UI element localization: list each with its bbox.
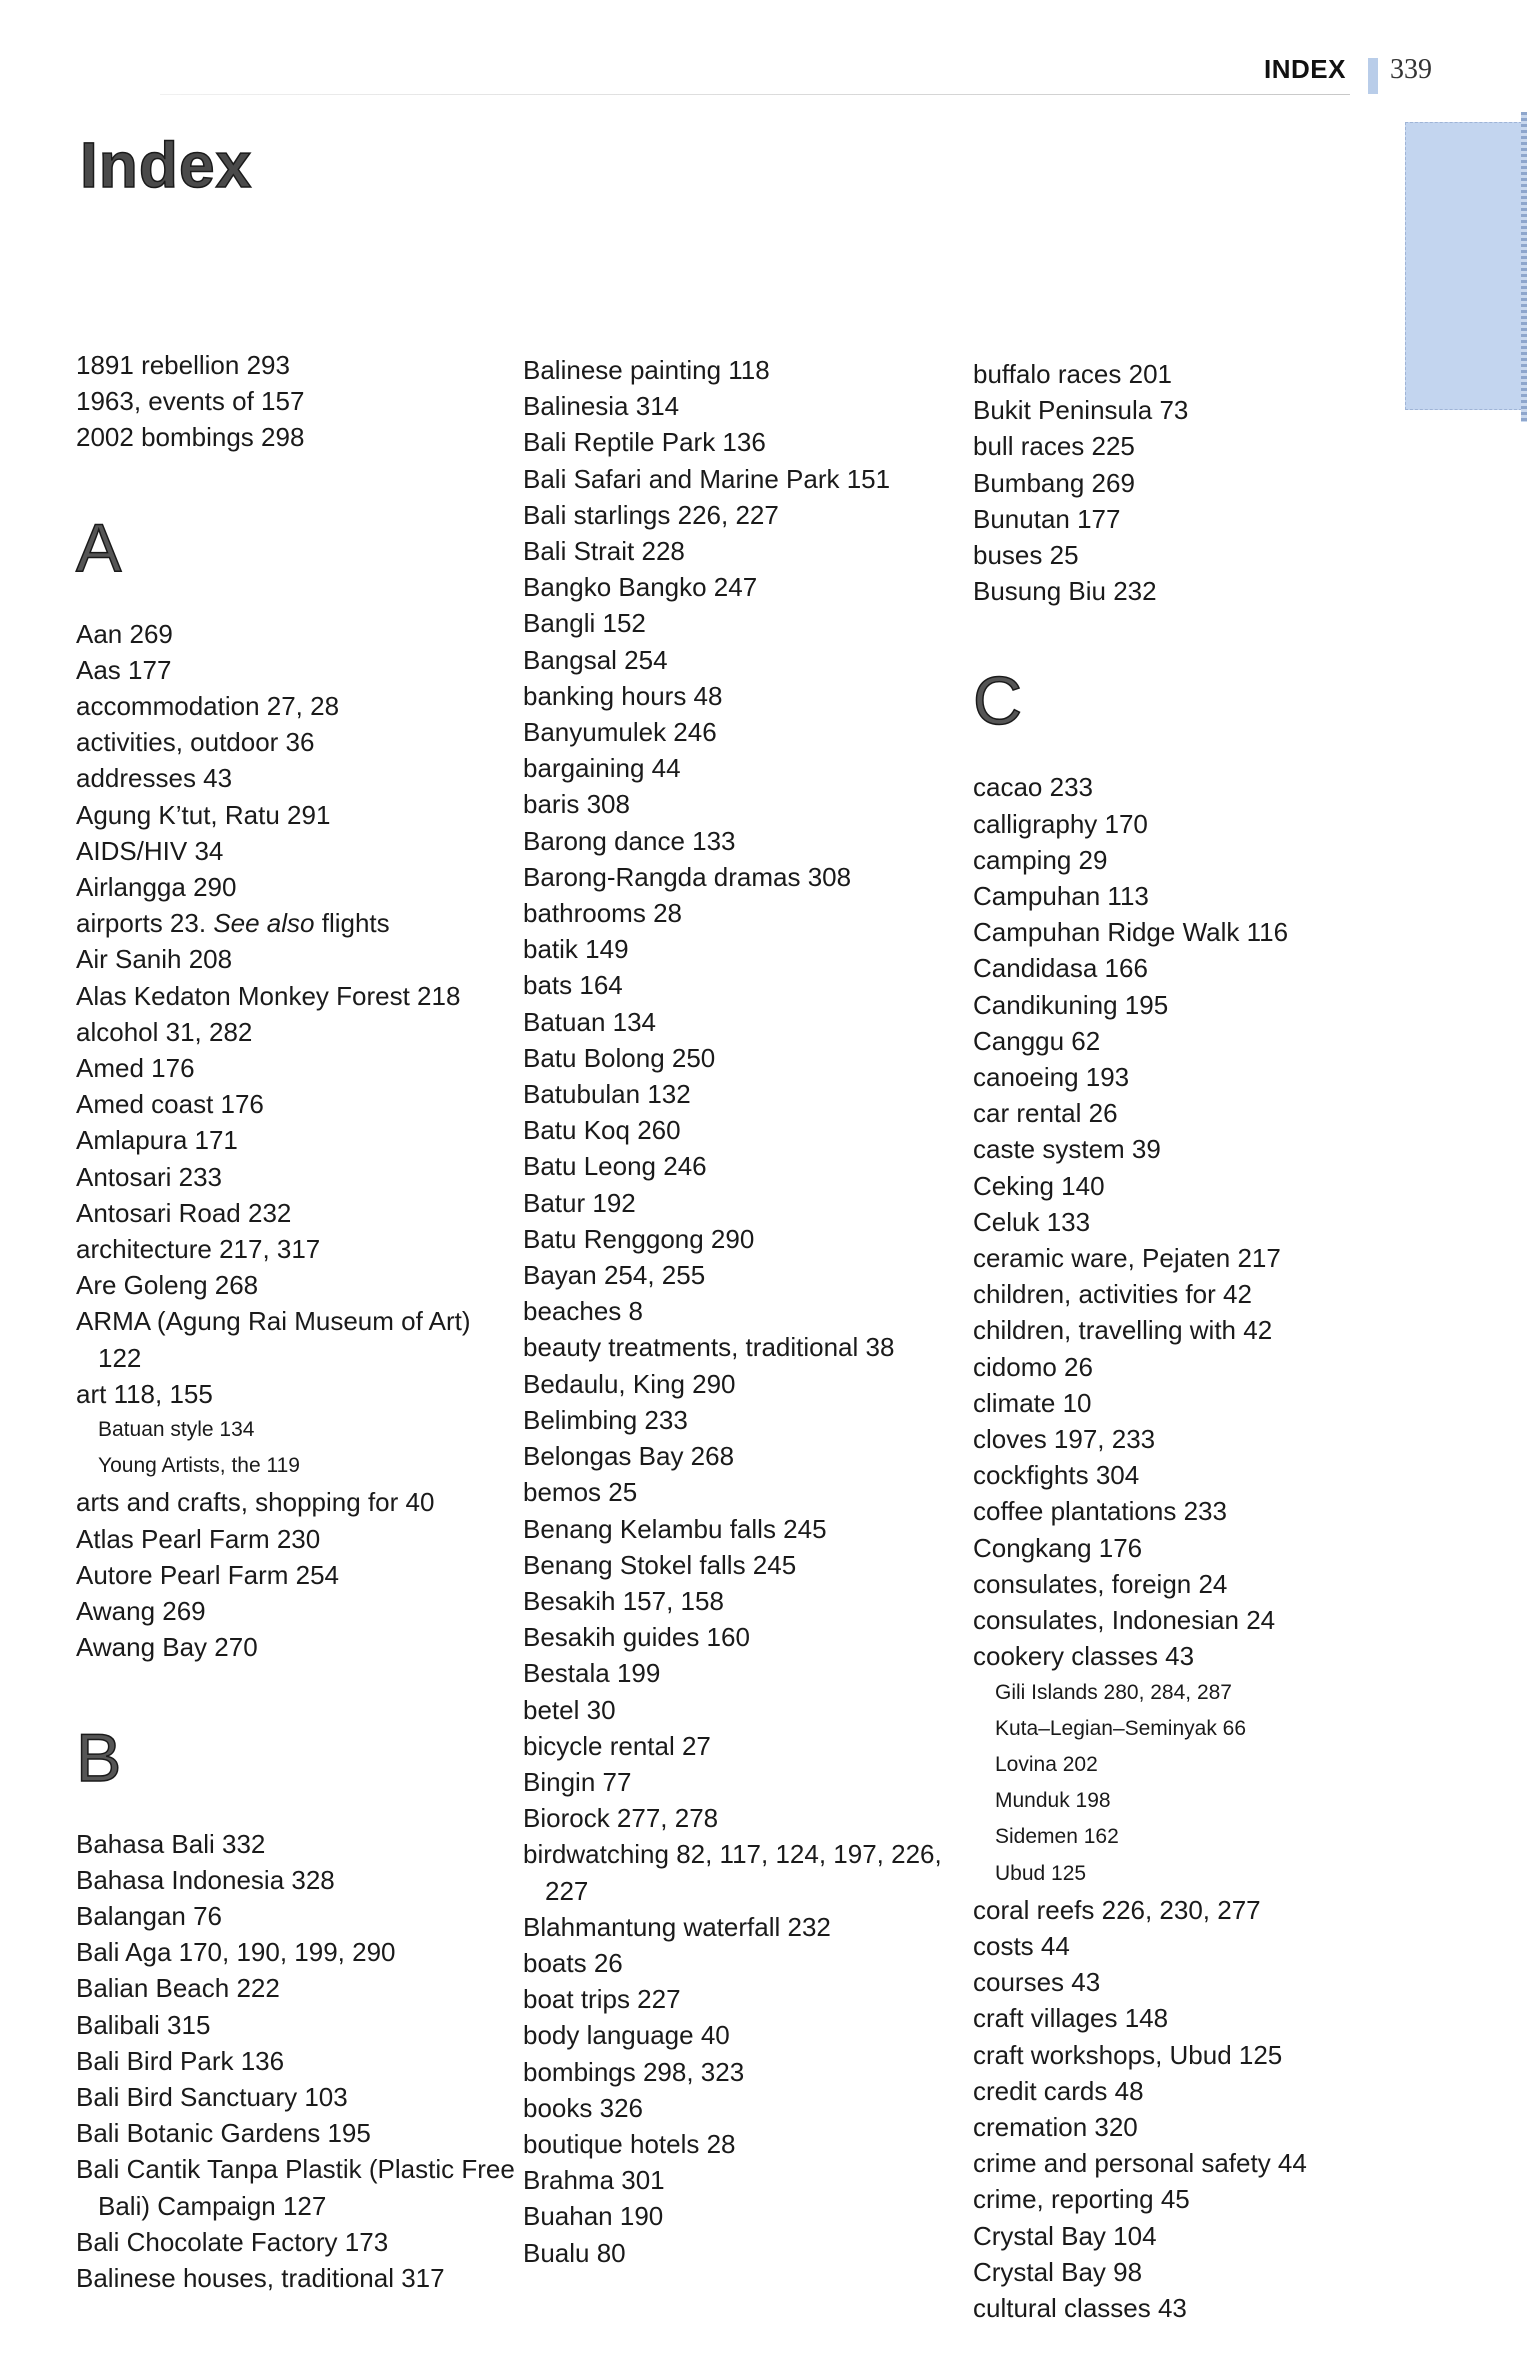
index-entry: Barong-Rangda dramas 308 [523, 861, 852, 892]
index-entry: bats 164 [523, 970, 623, 1001]
index-entry: coffee plantations 233 [973, 1496, 1227, 1527]
index-entry: beauty treatments, traditional 38 [523, 1332, 895, 1363]
index-entry: cloves 197, 233 [973, 1424, 1156, 1455]
index-entry: Bali Bird Sanctuary 103 [76, 2081, 348, 2112]
index-entry: Bali Safari and Marine Park 151 [523, 463, 891, 494]
index-entry: Bangko Bangko 247 [523, 572, 758, 603]
index-entry: Balian Beach 222 [76, 1973, 280, 2004]
index-entry: Bali Cantik Tanpa Plastik (Plastic Free Bali) Campaign 127 [76, 2154, 515, 2221]
index-entry: Alas Kedaton Monkey Forest 218 [76, 980, 461, 1011]
index-entry: boutique hotels 28 [523, 2128, 736, 2159]
index-entry: Amlapura 171 [76, 1125, 238, 1156]
index-entry: Bedaulu, King 290 [523, 1368, 736, 1399]
index-entry: Bali Chocolate Factory 173 [76, 2226, 389, 2257]
index-entry: buses 25 [973, 540, 1079, 571]
index-entry: Besakih 157, 158 [523, 1585, 724, 1616]
index-entry: Benang Stokel falls 245 [523, 1549, 797, 1580]
index-column-2 [523, 352, 963, 2271]
index-entry: birdwatching 82, 117, 124, 197, 226, 227 [523, 1839, 942, 1906]
index-subentry: Gili Islands 280, 284, 287 [995, 1680, 1232, 1704]
index-entry: Bualu 80 [523, 2237, 626, 2268]
index-entry: banking hours 48 [523, 680, 723, 711]
running-header-label: INDEX [1264, 54, 1346, 84]
index-entry: children, activities for 42 [973, 1279, 1252, 1310]
index-entry: consulates, foreign 24 [973, 1568, 1228, 1599]
index-entry: Bali Botanic Gardens 195 [76, 2118, 371, 2149]
index-column-1 [76, 347, 516, 2296]
index-entry: activities, outdoor 36 [76, 727, 315, 758]
index-entry: bicycle rental 27 [523, 1730, 711, 1761]
index-entry: Are Goleng 268 [76, 1270, 259, 1301]
thumb-index-tab [1405, 122, 1522, 410]
index-entry: Bingin 77 [523, 1766, 632, 1797]
index-entry: Balangan 76 [76, 1900, 223, 1931]
page-number: 339 [1390, 54, 1432, 85]
index-entry: Bangsal 254 [523, 644, 668, 675]
index-subentry: Batuan style 134 [98, 1418, 255, 1442]
index-entry: car rental 26 [973, 1098, 1118, 1129]
index-entry: Batuan 134 [523, 1006, 657, 1037]
index-entry: Balibali 315 [76, 2009, 211, 2040]
index-entry [76, 905, 516, 941]
index-subentry: Young Artists, the 119 [98, 1454, 300, 1478]
index-entry: Brahma 301 [523, 2165, 665, 2196]
index-entry: Aas 177 [76, 654, 172, 685]
index-entry: Blahmantung waterfall 232 [523, 1911, 831, 1942]
index-entry: craft villages 148 [973, 2003, 1169, 2034]
index-entry: bargaining 44 [523, 753, 681, 784]
index-entry: Bali Aga 170, 190, 199, 290 [76, 1937, 396, 1968]
index-entry: AIDS/HIV 34 [76, 835, 224, 866]
index-entry: Batur 192 [523, 1187, 636, 1218]
index-entry: Amed 176 [76, 1053, 195, 1084]
index-entry: Batu Renggong 290 [523, 1223, 755, 1254]
index-entry: crime and personal safety 44 [973, 2148, 1307, 2179]
index-entry: Bunutan 177 [973, 503, 1121, 534]
index-entry: Bali Reptile Park 136 [523, 427, 766, 458]
index-entry: boats 26 [523, 1947, 623, 1978]
index-entry: Antosari Road 232 [76, 1197, 292, 1228]
index-entry: Air Sanih 208 [76, 944, 233, 975]
index-entry: baris 308 [523, 789, 630, 820]
index-entry: architecture 217, 317 [76, 1234, 321, 1265]
index-entry: Buahan 190 [523, 2201, 664, 2232]
index-entry: ARMA (Agung Rai Museum of Art) 122 [76, 1306, 471, 1373]
index-entry: Banyumulek 246 [523, 717, 717, 748]
index-entry: cremation 320 [973, 2111, 1138, 2142]
index-entry: Biorock 277, 278 [523, 1803, 719, 1834]
index-entry: Congkang 176 [973, 1532, 1143, 1563]
index-entry: credit cards 48 [973, 2075, 1144, 2106]
index-entry: Bahasa Bali 332 [76, 1828, 266, 1859]
index-entry: Campuhan Ridge Walk 116 [973, 917, 1289, 948]
index-entry: boat trips 227 [523, 1984, 681, 2015]
index-entry: 1891 rebellion 293 [76, 350, 290, 380]
index-entry: canoeing 193 [973, 1062, 1130, 1093]
index-entry: cookery classes 43 [973, 1641, 1195, 1672]
index-entry: Crystal Bay 104 [973, 2220, 1157, 2251]
index-subentry: Sidemen 162 [995, 1825, 1119, 1849]
index-entry: bombings 298, 323 [523, 2056, 745, 2087]
index-subentry: Munduk 198 [995, 1789, 1111, 1813]
page-title: Index [80, 129, 253, 201]
letter-heading: A [76, 509, 122, 586]
index-entry: ceramic ware, Pejaten 217 [973, 1243, 1281, 1274]
index-entry: beaches 8 [523, 1296, 643, 1327]
page-edge [1521, 112, 1527, 422]
header-rule [160, 94, 1350, 95]
index-entry: Crystal Bay 98 [973, 2256, 1143, 2287]
index-entry: Amed coast 176 [76, 1089, 264, 1120]
index-entry: accommodation 27, 28 [76, 691, 340, 722]
index-subentry: Lovina 202 [995, 1752, 1098, 1776]
index-entry: Barong dance 133 [523, 825, 736, 856]
index-entry: batik 149 [523, 934, 629, 965]
index-entry: Aan 269 [76, 618, 173, 649]
index-entry: Autore Pearl Farm 254 [76, 1559, 340, 1590]
index-entry: Batu Bolong 250 [523, 1042, 716, 1073]
index-entry: addresses 43 [76, 763, 233, 794]
index-entry: Belongas Bay 268 [523, 1441, 735, 1472]
index-entry: Bayan 254, 255 [523, 1260, 706, 1291]
index-entry: courses 43 [973, 1967, 1101, 1998]
index-entry: Bumbang 269 [973, 467, 1135, 498]
see-also-label: See also [213, 908, 315, 939]
entry-text: airports 23. [76, 908, 207, 939]
index-entry: Atlas Pearl Farm 230 [76, 1523, 321, 1554]
index-entry: Bangli 152 [523, 608, 646, 639]
index-entry: cockfights 304 [973, 1460, 1140, 1491]
index-entry: cidomo 26 [973, 1351, 1093, 1382]
index-entry: camping 29 [973, 844, 1108, 875]
letter-heading: C [973, 663, 1023, 740]
index-entry: cultural classes 43 [973, 2292, 1187, 2323]
index-entry: 2002 bombings 298 [76, 422, 305, 453]
index-entry: crime, reporting 45 [973, 2184, 1190, 2215]
index-entry: craft workshops, Ubud 125 [973, 2039, 1283, 2070]
index-entry: body language 40 [523, 2020, 730, 2051]
index-entry: Airlangga 290 [76, 872, 237, 903]
index-entry: Campuhan 113 [973, 881, 1149, 912]
index-entry: Balinese painting 118 [523, 355, 770, 385]
index-entry: art 118, 155 [76, 1378, 213, 1409]
index-entry: Balinese houses, traditional 317 [76, 2262, 445, 2293]
index-entry: Antosari 233 [76, 1161, 222, 1192]
index-entry: books 326 [523, 2092, 643, 2123]
index-entry: Agung K’tut, Ratu 291 [76, 799, 331, 830]
header-color-tab [1368, 58, 1378, 94]
index-entry: Balinesia 314 [523, 391, 680, 422]
index-entry: 1963, events of 157 [76, 386, 305, 417]
see-also-target: flights [321, 908, 390, 939]
index-subentry: Kuta–Legian–Seminyak 66 [995, 1716, 1247, 1740]
index-entry: Bali Strait 228 [523, 536, 685, 567]
index-entry: bemos 25 [523, 1477, 638, 1508]
index-entry: Canggu 62 [973, 1025, 1101, 1056]
index-column-3 [973, 356, 1413, 2326]
index-entry: arts and crafts, shopping for 40 [76, 1487, 435, 1518]
index-entry: Batu Leong 246 [523, 1151, 707, 1182]
index-entry: Batubulan 132 [523, 1079, 691, 1110]
index-entry: Candikuning 195 [973, 989, 1169, 1020]
index-entry: buffalo races 201 [973, 359, 1172, 389]
letter-heading: B [76, 1719, 122, 1796]
index-entry: bathrooms 28 [523, 898, 682, 929]
index-entry: Bali starlings 226, 227 [523, 499, 779, 530]
index-entry: Awang 269 [76, 1596, 206, 1627]
index-entry: Batu Koq 260 [523, 1115, 681, 1146]
index-entry: Benang Kelambu falls 245 [523, 1513, 827, 1544]
index-entry: Celuk 133 [973, 1206, 1091, 1237]
index-entry: Candidasa 166 [973, 953, 1148, 984]
index-entry: climate 10 [973, 1387, 1092, 1418]
index-entry: consulates, Indonesian 24 [973, 1605, 1276, 1636]
index-entry: Awang Bay 270 [76, 1632, 258, 1663]
index-entry: Ceking 140 [973, 1170, 1105, 1201]
index-entry: alcohol 31, 282 [76, 1016, 253, 1047]
index-entry: costs 44 [973, 1930, 1070, 1961]
index-entry: bull races 225 [973, 431, 1135, 462]
index-entry: children, travelling with 42 [973, 1315, 1273, 1346]
index-subentry: Ubud 125 [995, 1861, 1087, 1885]
index-entry: calligraphy 170 [973, 808, 1148, 839]
index-entry: Bestala 199 [523, 1658, 661, 1689]
index-entry: betel 30 [523, 1694, 616, 1725]
index-entry: coral reefs 226, 230, 277 [973, 1894, 1261, 1925]
index-entry: Bukit Peninsula 73 [973, 395, 1189, 426]
index-entry: cacao 233 [973, 772, 1093, 803]
index-entry: Bahasa Indonesia 328 [76, 1864, 335, 1895]
index-entry: Belimbing 233 [523, 1404, 688, 1435]
index-entry: Besakih guides 160 [523, 1622, 750, 1653]
index-entry: caste system 39 [973, 1134, 1161, 1165]
index-entry: Bali Bird Park 136 [76, 2045, 285, 2076]
index-entry: Busung Biu 232 [973, 576, 1157, 607]
